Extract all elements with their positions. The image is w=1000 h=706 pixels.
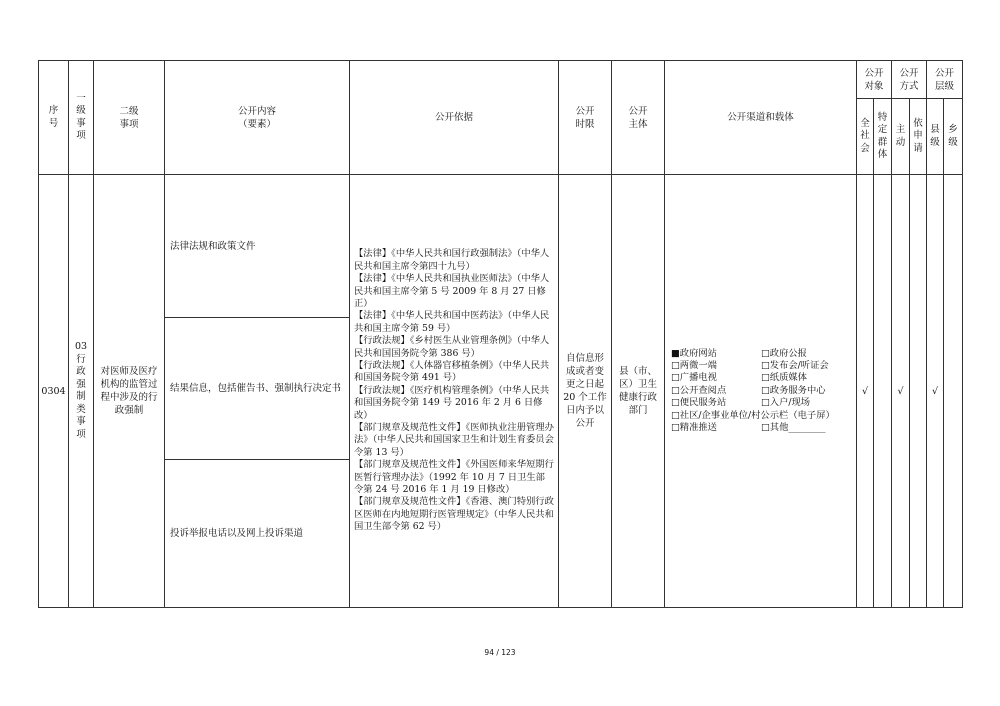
channel-item: □纸质媒体	[761, 372, 807, 384]
level-town-mark	[944, 175, 963, 608]
header-target-all-label: 全 社 会	[860, 117, 870, 154]
disclosure-table	[38, 60, 963, 608]
row-level1	[69, 175, 94, 608]
basis-item: 【法律】《中华人民共和国中医药法》（中华人民共和国主席令第 59 号）	[354, 310, 550, 334]
channels-cell	[665, 175, 857, 608]
header-subject-label: 公开 主体	[628, 105, 648, 130]
content-item: 结果信息，包括催告书、强制执行决定书	[165, 318, 350, 460]
header-method-request-label: 依 申 请	[913, 117, 923, 154]
channel-item: □发布会/听证会	[761, 359, 829, 371]
header-level-town-label: 乡 级	[948, 124, 958, 148]
basis-item: 【法律】《中华人民共和国行政强制法》（中华人民共和国主席令第四十九号）	[354, 248, 550, 272]
header-seq-label: 序 号	[48, 105, 59, 129]
header-level-county-label: 县 级	[930, 124, 940, 148]
header-row-1	[39, 61, 963, 99]
basis-item: 【法律】《中华人民共和国执业医师法》（中华人民共和国主席令第 5 号 2009 年 8 月 27 日修正）	[354, 273, 550, 309]
header-target-specific-label: 特 定 群 体	[877, 111, 888, 160]
header-level-town	[944, 99, 963, 175]
channel-item: □社区/企事业单位/村公示栏（电子屏）	[671, 409, 835, 421]
channel-row	[671, 385, 850, 397]
header-method-request	[910, 99, 927, 175]
header-method	[892, 61, 927, 99]
channel-item: □两微一端	[671, 359, 717, 371]
header-level-county	[927, 99, 944, 175]
header-level1	[69, 61, 94, 175]
header-channels-label: 公开渠道和载体	[727, 112, 794, 123]
header-level1-label: 一 级 事 项	[76, 92, 86, 141]
basis-item: 【行政法规】《医疗机构管理条例》（中华人民共和国国务院令第 149 号 2016 年 2 月 6 日修改）	[354, 384, 550, 421]
basis-item: 【部门规章及规范性文件】《医师执业注册管理办法》（中华人民共和国国家卫生和计划生育委员会令第 13 号）	[354, 422, 554, 458]
channel-row	[671, 360, 850, 372]
header-target	[857, 61, 892, 99]
channel-row	[671, 422, 850, 434]
content-item: 法律法规和政策文件	[165, 175, 350, 318]
header-content	[165, 61, 350, 175]
row-seq: 0304	[39, 175, 69, 608]
channel-item: □精准推送	[671, 422, 717, 434]
channel-item: □政府公报	[761, 347, 807, 359]
channel-item: □公开查阅点	[671, 384, 727, 396]
target-specific-mark	[874, 175, 892, 608]
header-level	[927, 61, 963, 99]
header-time-limit-label: 公开 时限	[575, 105, 595, 130]
method-request-mark	[910, 175, 927, 608]
channel-item: □便民服务站	[671, 397, 727, 409]
table-row	[39, 175, 963, 318]
header-level-label: 公开 层级	[935, 67, 955, 92]
channel-row	[671, 348, 850, 360]
header-content-label: 公开内容 （要素）	[237, 105, 276, 130]
header-basis	[350, 61, 559, 175]
basis-item: 【行政法规】《乡村医生从业管理条例》（中华人民共和国国务院令第 386 号）	[354, 335, 550, 359]
channel-item: □其他________	[761, 422, 826, 434]
header-target-specific	[874, 99, 892, 175]
time-limit-text: 自信息形成或者变更之日起 20 个工作日内予以公开	[563, 353, 607, 429]
channel-item: □广播电视	[671, 372, 717, 384]
header-basis-label: 公开依据	[434, 112, 473, 123]
header-channels	[665, 61, 857, 175]
row-level2	[94, 175, 165, 608]
level-county-mark: √	[927, 175, 944, 608]
header-target-all	[857, 99, 874, 175]
channel-item: ■政府网站	[671, 347, 717, 359]
header-target-label: 公开 对象	[864, 67, 884, 92]
subject-text: 县（市、区）卫生健康行政部门	[618, 366, 657, 416]
channel-row	[671, 372, 850, 384]
header-method-active-label: 主 动	[895, 124, 906, 148]
header-level2-label: 二级 事项	[119, 105, 139, 130]
header-seq	[39, 61, 69, 175]
method-active-mark: √	[892, 175, 910, 608]
basis-item: 【部门规章及规范性文件】《外国医师来华短期行医暂行管理办法》（1992 年 10 月 7 日卫生部令第 24 号 2016 年 1 月 19 日修改）	[354, 459, 554, 496]
header-method-active	[892, 99, 910, 175]
row-level1-text: 03 行 政 强 制 类 事 项	[74, 341, 88, 440]
basis-item: 【行政法规】《人体器官移植条例》（中华人民共和国国务院令第 491 号）	[354, 359, 550, 384]
content-item: 投诉举报电话以及网上投诉渠道	[165, 460, 350, 608]
row-level2-text: 对医师及医疗机构的监管过程中涉及的行政强制	[100, 366, 158, 416]
basis-cell	[350, 175, 559, 608]
page-number: 94 / 123	[484, 648, 516, 657]
header-level2	[94, 61, 165, 175]
channel-item: □入户/现场	[761, 397, 811, 409]
channel-row	[671, 397, 850, 409]
target-all-mark: √	[857, 175, 874, 608]
time-limit-cell	[559, 175, 612, 608]
header-method-label: 公开 方式	[899, 67, 919, 92]
channel-row	[671, 410, 850, 422]
subject-cell	[612, 175, 665, 608]
header-subject	[612, 61, 665, 175]
header-time-limit	[559, 61, 612, 175]
channel-item: □政务服务中心	[761, 384, 826, 396]
basis-item: 【部门规章及规范性文件】《香港、澳门特别行政区医师在内地短期行医管理规定》（中华人民共和国卫生部令第 62 号）	[354, 496, 554, 533]
